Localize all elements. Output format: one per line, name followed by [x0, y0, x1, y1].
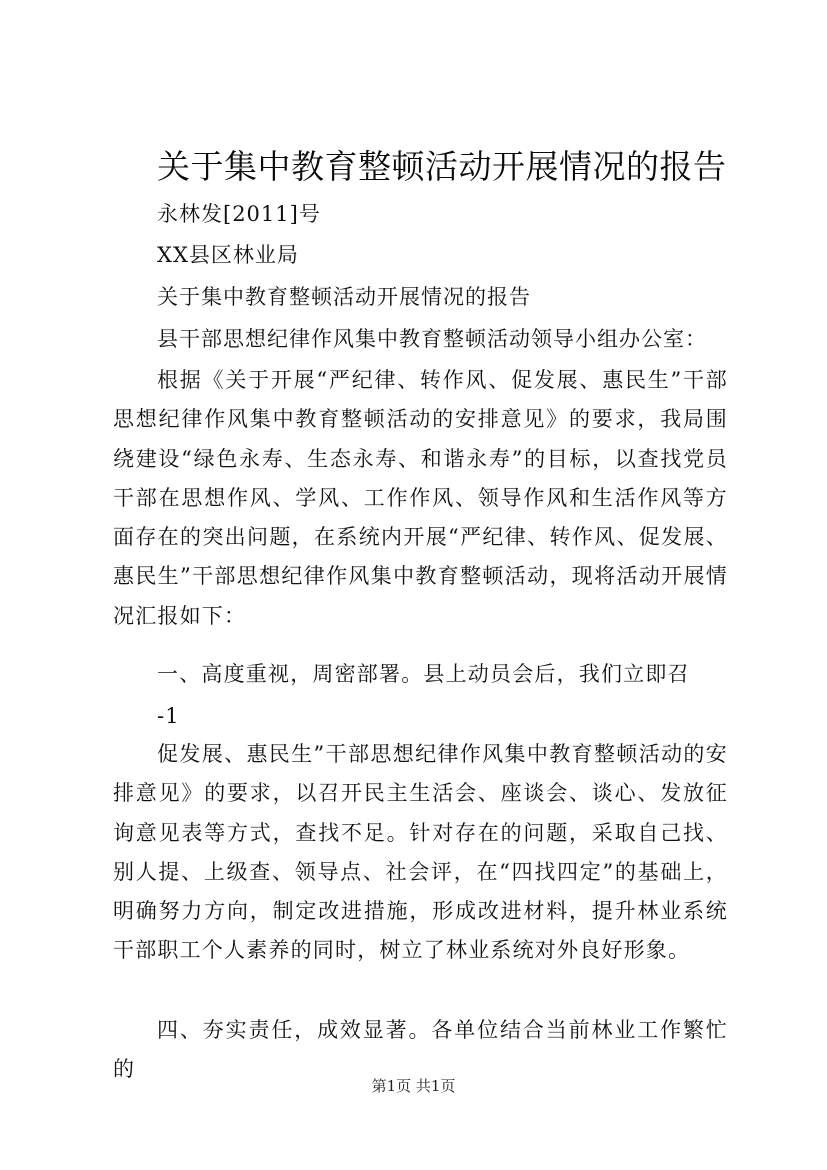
paragraph-intro: 根据《关于开展“严纪律、转作风、促发展、惠民生”干部思想纪律作风集中教育整顿活动的安排意见》的要求，我局围绕建设“绿色永寿、生态永寿、和谐永寿”的目标，以查找党员干部在思想作风、学风、工作作风、领导作风和生活作风等方面存在的突出问题，在系统内开展“严纪律、转作风、促发展、惠民生”干部思想纪律作风集中教育整顿活动，现将活动开展情况汇报如下：: [113, 368, 728, 628]
paragraph-section-one: 一、高度重视，周密部署。县上动员会后，我们立即召: [157, 662, 690, 686]
paragraph-continuation: 促发展、惠民生”干部思想纪律作风集中教育整顿活动的安排意见》的要求，以召开民主生活会、座谈会、谈心、发放征询意见表等方式，查找不足。针对存在的问题，采取自己找、别人提、上级查、领导点、社会评，在“四找四定”的基础上，明确努力方向，制定改进措施，形成改进材料，提升林业系统干部职工个人素养的同时，树立了林业系统对外良好形象。: [113, 742, 728, 963]
document-title: 关于集中教育整顿活动开展情况的报告: [157, 147, 727, 186]
document-number: 永林发[2011]号: [157, 202, 321, 226]
addressee: 县干部思想纪律作风集中教育整顿活动领导小组办公室：: [157, 327, 707, 351]
issuer: XX县区林业局: [157, 243, 299, 267]
page-footer: 第1页 共1页: [371, 1077, 456, 1095]
page-marker: -1: [157, 704, 180, 728]
paragraph-section-four: 四、夯实责任，成效显著。各单位结合当前林业工作繁忙的: [113, 1018, 728, 1082]
report-subtitle: 关于集中教育整顿活动开展情况的报告: [157, 285, 531, 309]
